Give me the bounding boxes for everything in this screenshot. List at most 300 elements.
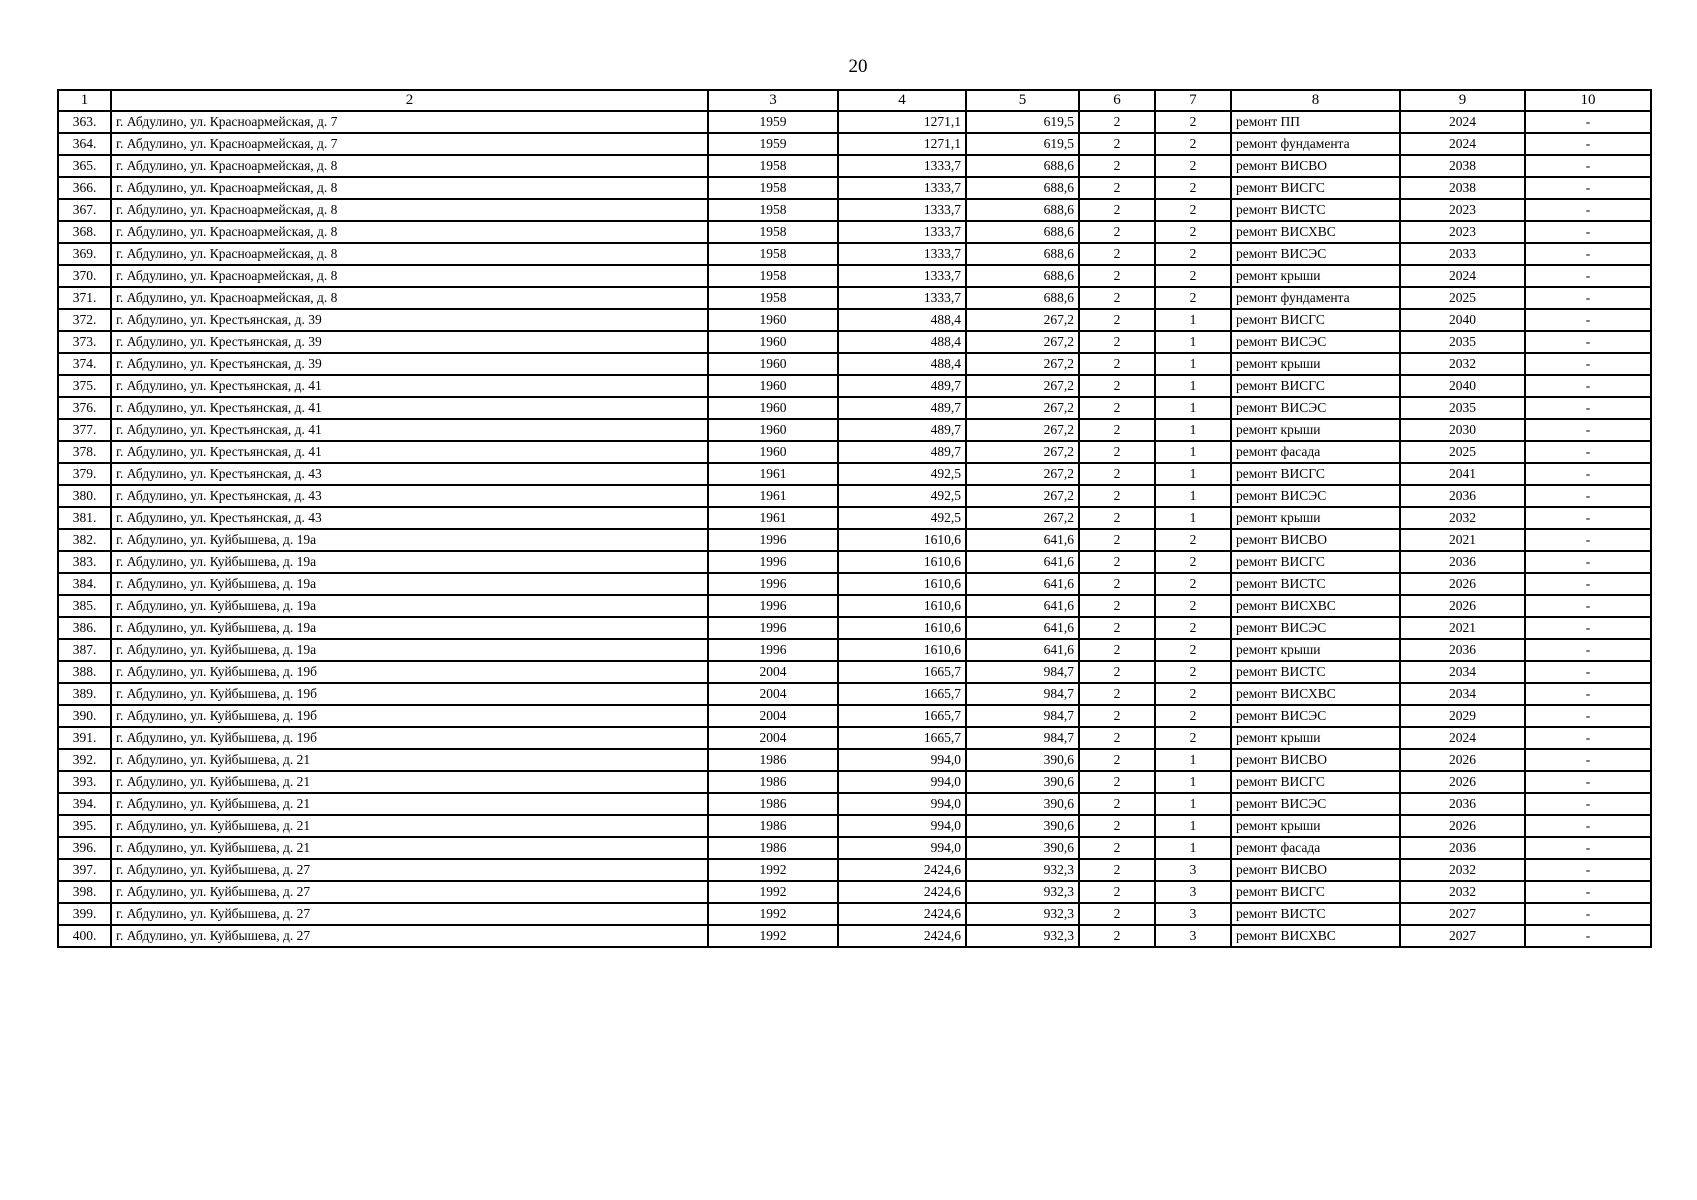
table-cell: 994,0: [838, 815, 966, 837]
table-cell: 390,6: [966, 837, 1079, 859]
table-cell: ремонт ПП: [1231, 111, 1400, 133]
table-cell: 2: [1079, 661, 1155, 683]
table-cell: 1986: [708, 815, 838, 837]
table-cell: г. Абдулино, ул. Крестьянская, д. 41: [111, 375, 708, 397]
table-cell: 688,6: [966, 265, 1079, 287]
table-cell: 2: [1079, 705, 1155, 727]
table-cell: -: [1525, 617, 1651, 639]
table-cell: 2025: [1400, 287, 1525, 309]
table-cell: 2: [1079, 177, 1155, 199]
table-row: [58, 265, 1651, 287]
table-cell: 1665,7: [838, 705, 966, 727]
table-cell: 398.: [58, 881, 111, 903]
table-row: [58, 727, 1651, 749]
table-cell: 373.: [58, 331, 111, 353]
table-row: [58, 639, 1651, 661]
table-cell: 1958: [708, 221, 838, 243]
table-row: [58, 507, 1651, 529]
table-row: [58, 903, 1651, 925]
table-cell: г. Абдулино, ул. Куйбышева, д. 19б: [111, 661, 708, 683]
table-cell: 2: [1079, 749, 1155, 771]
table-cell: 267,2: [966, 441, 1079, 463]
table-cell: 387.: [58, 639, 111, 661]
table-cell: г. Абдулино, ул. Куйбышева, д. 19а: [111, 551, 708, 573]
table-cell: 2: [1079, 551, 1155, 573]
table-cell: ремонт ВИСГС: [1231, 177, 1400, 199]
table-cell: 1960: [708, 353, 838, 375]
table-cell: -: [1525, 155, 1651, 177]
table-cell: 386.: [58, 617, 111, 639]
table-row: [58, 573, 1651, 595]
column-header: 4: [838, 90, 966, 111]
table-row: [58, 617, 1651, 639]
table-row: [58, 375, 1651, 397]
table-row: [58, 419, 1651, 441]
table-cell: ремонт крыши: [1231, 507, 1400, 529]
table-row: [58, 221, 1651, 243]
table-cell: 2: [1079, 265, 1155, 287]
table-cell: 2: [1079, 639, 1155, 661]
table-cell: г. Абдулино, ул. Крестьянская, д. 41: [111, 441, 708, 463]
table-cell: 2036: [1400, 837, 1525, 859]
table-cell: г. Абдулино, ул. Крестьянская, д. 43: [111, 485, 708, 507]
table-cell: -: [1525, 771, 1651, 793]
table-cell: 2: [1155, 573, 1231, 595]
table-cell: 2040: [1400, 309, 1525, 331]
table-cell: 932,3: [966, 859, 1079, 881]
table-row: [58, 749, 1651, 771]
table-cell: 1333,7: [838, 221, 966, 243]
table-cell: 2: [1079, 199, 1155, 221]
table-row: [58, 177, 1651, 199]
table-cell: -: [1525, 551, 1651, 573]
table-cell: 396.: [58, 837, 111, 859]
table-cell: 1958: [708, 177, 838, 199]
column-header: 1: [58, 90, 111, 111]
table-cell: 2: [1155, 529, 1231, 551]
table-cell: 2024: [1400, 727, 1525, 749]
table-cell: 2: [1079, 771, 1155, 793]
table-cell: 367.: [58, 199, 111, 221]
table-cell: 2: [1079, 419, 1155, 441]
table-cell: 2: [1079, 111, 1155, 133]
table-cell: 492,5: [838, 463, 966, 485]
table-cell: ремонт ВИСЭС: [1231, 243, 1400, 265]
table-cell: 2: [1155, 661, 1231, 683]
table-cell: 2: [1079, 221, 1155, 243]
table-cell: 267,2: [966, 353, 1079, 375]
table-cell: 1: [1155, 485, 1231, 507]
table-cell: 2033: [1400, 243, 1525, 265]
table-cell: 1958: [708, 287, 838, 309]
table-cell: 1: [1155, 815, 1231, 837]
table-cell: 369.: [58, 243, 111, 265]
table-body: [58, 111, 1651, 947]
table-cell: г. Абдулино, ул. Куйбышева, д. 27: [111, 925, 708, 947]
table-cell: 267,2: [966, 375, 1079, 397]
table-cell: 390.: [58, 705, 111, 727]
table-cell: 1610,6: [838, 617, 966, 639]
table-cell: 363.: [58, 111, 111, 133]
table-cell: 1996: [708, 617, 838, 639]
table-cell: 368.: [58, 221, 111, 243]
table-cell: г. Абдулино, ул. Куйбышева, д. 21: [111, 837, 708, 859]
table-cell: 2: [1155, 265, 1231, 287]
table-cell: 2: [1155, 617, 1231, 639]
table-cell: 1992: [708, 881, 838, 903]
table-row: [58, 595, 1651, 617]
table-cell: 2: [1155, 221, 1231, 243]
table-row: [58, 925, 1651, 947]
table-cell: 364.: [58, 133, 111, 155]
table-cell: г. Абдулино, ул. Куйбышева, д. 27: [111, 903, 708, 925]
table-cell: 2: [1079, 683, 1155, 705]
table-cell: ремонт крыши: [1231, 419, 1400, 441]
table-cell: 492,5: [838, 507, 966, 529]
table-cell: ремонт фундамента: [1231, 287, 1400, 309]
table-cell: г. Абдулино, ул. Куйбышева, д. 27: [111, 859, 708, 881]
table-cell: 2: [1079, 595, 1155, 617]
table-cell: 488,4: [838, 331, 966, 353]
column-header: 3: [708, 90, 838, 111]
table-cell: 2025: [1400, 441, 1525, 463]
table-cell: -: [1525, 881, 1651, 903]
table-cell: -: [1525, 529, 1651, 551]
table-cell: 1: [1155, 793, 1231, 815]
table-cell: 2036: [1400, 551, 1525, 573]
table-cell: ремонт ВИСЭС: [1231, 485, 1400, 507]
table-cell: 399.: [58, 903, 111, 925]
table-row: [58, 837, 1651, 859]
column-header: 5: [966, 90, 1079, 111]
table-cell: 2: [1155, 705, 1231, 727]
table-cell: 2: [1079, 441, 1155, 463]
table-cell: 1992: [708, 903, 838, 925]
table-row: [58, 661, 1651, 683]
column-header: 7: [1155, 90, 1231, 111]
table-cell: -: [1525, 397, 1651, 419]
column-header: 2: [111, 90, 708, 111]
table-cell: 619,5: [966, 111, 1079, 133]
table-cell: 395.: [58, 815, 111, 837]
table-row: [58, 309, 1651, 331]
table-cell: 994,0: [838, 749, 966, 771]
table-cell: ремонт крыши: [1231, 639, 1400, 661]
table-cell: 1958: [708, 265, 838, 287]
table-cell: 1996: [708, 573, 838, 595]
table-cell: г. Абдулино, ул. Куйбышева, д. 19а: [111, 595, 708, 617]
table-cell: 1996: [708, 639, 838, 661]
table-cell: 2026: [1400, 771, 1525, 793]
table-cell: 383.: [58, 551, 111, 573]
table-cell: -: [1525, 463, 1651, 485]
table-row: [58, 815, 1651, 837]
table-cell: 2029: [1400, 705, 1525, 727]
table-cell: 3: [1155, 903, 1231, 925]
column-header: 8: [1231, 90, 1400, 111]
table-cell: 376.: [58, 397, 111, 419]
table-cell: г. Абдулино, ул. Красноармейская, д. 8: [111, 199, 708, 221]
table-cell: 641,6: [966, 617, 1079, 639]
table-cell: 1: [1155, 375, 1231, 397]
table-cell: 488,4: [838, 309, 966, 331]
table-cell: 984,7: [966, 683, 1079, 705]
table-cell: ремонт ВИСЭС: [1231, 705, 1400, 727]
table-cell: 2: [1155, 727, 1231, 749]
table-cell: 1610,6: [838, 551, 966, 573]
table-cell: 2: [1079, 507, 1155, 529]
table-cell: 1959: [708, 133, 838, 155]
table-cell: 2: [1155, 551, 1231, 573]
table-cell: г. Абдулино, ул. Куйбышева, д. 19а: [111, 617, 708, 639]
table-cell: 1959: [708, 111, 838, 133]
table-cell: 267,2: [966, 507, 1079, 529]
table-cell: г. Абдулино, ул. Куйбышева, д. 21: [111, 815, 708, 837]
table-cell: 400.: [58, 925, 111, 947]
table-cell: 267,2: [966, 331, 1079, 353]
table-cell: 2036: [1400, 639, 1525, 661]
table-cell: -: [1525, 661, 1651, 683]
table-cell: 984,7: [966, 661, 1079, 683]
table-cell: 390,6: [966, 749, 1079, 771]
table-row: [58, 331, 1651, 353]
table-row: [58, 485, 1651, 507]
table-cell: 2036: [1400, 793, 1525, 815]
table-cell: 641,6: [966, 595, 1079, 617]
table-cell: 1960: [708, 397, 838, 419]
table-cell: -: [1525, 221, 1651, 243]
table-cell: ремонт ВИСГС: [1231, 463, 1400, 485]
table-cell: 2424,6: [838, 881, 966, 903]
table-cell: -: [1525, 485, 1651, 507]
table-cell: 2021: [1400, 617, 1525, 639]
table-cell: -: [1525, 639, 1651, 661]
table-cell: -: [1525, 287, 1651, 309]
table-cell: 2: [1155, 111, 1231, 133]
table-cell: 3: [1155, 881, 1231, 903]
table-cell: ремонт ВИСТС: [1231, 199, 1400, 221]
table-cell: 1333,7: [838, 177, 966, 199]
table-cell: 2024: [1400, 265, 1525, 287]
table-cell: г. Абдулино, ул. Куйбышева, д. 19б: [111, 727, 708, 749]
table-cell: 1960: [708, 309, 838, 331]
table-cell: 2040: [1400, 375, 1525, 397]
table-cell: 1986: [708, 837, 838, 859]
table-cell: ремонт крыши: [1231, 265, 1400, 287]
table-cell: -: [1525, 177, 1651, 199]
table-cell: -: [1525, 705, 1651, 727]
table-cell: ремонт крыши: [1231, 815, 1400, 837]
table-cell: 2027: [1400, 925, 1525, 947]
table-cell: г. Абдулино, ул. Крестьянская, д. 39: [111, 331, 708, 353]
table-cell: г. Абдулино, ул. Куйбышева, д. 21: [111, 771, 708, 793]
table-cell: 2004: [708, 683, 838, 705]
table-cell: г. Абдулино, ул. Куйбышева, д. 27: [111, 881, 708, 903]
table-cell: 267,2: [966, 309, 1079, 331]
table-cell: 1960: [708, 331, 838, 353]
table-cell: ремонт ВИСВО: [1231, 529, 1400, 551]
table-row: [58, 133, 1651, 155]
table-cell: -: [1525, 837, 1651, 859]
table-cell: 1992: [708, 925, 838, 947]
table-cell: -: [1525, 507, 1651, 529]
table-row: [58, 155, 1651, 177]
table-cell: 489,7: [838, 419, 966, 441]
table-cell: г. Абдулино, ул. Куйбышева, д. 19б: [111, 683, 708, 705]
table-cell: 1: [1155, 463, 1231, 485]
table-cell: 994,0: [838, 837, 966, 859]
table-cell: 688,6: [966, 177, 1079, 199]
table-cell: -: [1525, 353, 1651, 375]
table-cell: 1333,7: [838, 265, 966, 287]
table-cell: 2: [1155, 133, 1231, 155]
table-cell: 382.: [58, 529, 111, 551]
table-cell: ремонт ВИСГС: [1231, 309, 1400, 331]
table-cell: 2034: [1400, 661, 1525, 683]
table-cell: 390,6: [966, 771, 1079, 793]
table-cell: 2026: [1400, 573, 1525, 595]
table-cell: 2: [1079, 881, 1155, 903]
table-cell: 1: [1155, 771, 1231, 793]
column-header: 10: [1525, 90, 1651, 111]
table-cell: 397.: [58, 859, 111, 881]
table-cell: -: [1525, 903, 1651, 925]
table-cell: ремонт ВИСЭС: [1231, 397, 1400, 419]
table-cell: 1958: [708, 155, 838, 177]
table-cell: 1610,6: [838, 529, 966, 551]
table-cell: 2: [1079, 397, 1155, 419]
table-cell: 378.: [58, 441, 111, 463]
table-cell: 2023: [1400, 199, 1525, 221]
table-cell: 2: [1155, 595, 1231, 617]
table-cell: 2026: [1400, 749, 1525, 771]
table-cell: 2: [1155, 199, 1231, 221]
table-cell: 390,6: [966, 793, 1079, 815]
table-cell: 1271,1: [838, 111, 966, 133]
table-row: [58, 353, 1651, 375]
table-cell: 1: [1155, 309, 1231, 331]
table-cell: 688,6: [966, 155, 1079, 177]
table-cell: 390,6: [966, 815, 1079, 837]
table-cell: 1333,7: [838, 243, 966, 265]
table-cell: 1996: [708, 529, 838, 551]
table-cell: г. Абдулино, ул. Красноармейская, д. 8: [111, 243, 708, 265]
table-cell: 384.: [58, 573, 111, 595]
table-cell: ремонт ВИСГС: [1231, 881, 1400, 903]
table-cell: 385.: [58, 595, 111, 617]
table-cell: 2036: [1400, 485, 1525, 507]
table-cell: ремонт ВИСВО: [1231, 859, 1400, 881]
table-cell: 1996: [708, 551, 838, 573]
table-cell: 2: [1155, 177, 1231, 199]
table-cell: 1: [1155, 353, 1231, 375]
table-cell: 2041: [1400, 463, 1525, 485]
table-cell: -: [1525, 683, 1651, 705]
table-cell: г. Абдулино, ул. Красноармейская, д. 7: [111, 111, 708, 133]
table-cell: 2: [1079, 903, 1155, 925]
table-cell: -: [1525, 727, 1651, 749]
table-row: [58, 881, 1651, 903]
table-cell: 932,3: [966, 881, 1079, 903]
table-cell: -: [1525, 375, 1651, 397]
table-cell: 1665,7: [838, 683, 966, 705]
table-cell: 377.: [58, 419, 111, 441]
table-row: [58, 287, 1651, 309]
table-cell: 2: [1079, 573, 1155, 595]
table-cell: 1610,6: [838, 573, 966, 595]
table-cell: 1610,6: [838, 595, 966, 617]
table-cell: 932,3: [966, 903, 1079, 925]
table-cell: ремонт ВИСВО: [1231, 749, 1400, 771]
table-cell: 1610,6: [838, 639, 966, 661]
table-cell: 2035: [1400, 397, 1525, 419]
table-cell: 1: [1155, 507, 1231, 529]
table-cell: -: [1525, 925, 1651, 947]
table-cell: г. Абдулино, ул. Куйбышева, д. 19б: [111, 705, 708, 727]
table-cell: 2024: [1400, 133, 1525, 155]
table-cell: 1960: [708, 441, 838, 463]
table-row: [58, 793, 1651, 815]
table-cell: 1: [1155, 331, 1231, 353]
table-cell: ремонт крыши: [1231, 727, 1400, 749]
table-cell: -: [1525, 111, 1651, 133]
table-cell: -: [1525, 419, 1651, 441]
table-cell: г. Абдулино, ул. Крестьянская, д. 41: [111, 419, 708, 441]
table-cell: 2038: [1400, 177, 1525, 199]
table-cell: 2: [1079, 243, 1155, 265]
table-cell: 1986: [708, 749, 838, 771]
table-cell: 2: [1079, 837, 1155, 859]
table-cell: 2: [1079, 309, 1155, 331]
table-cell: 2: [1079, 617, 1155, 639]
table-cell: 1: [1155, 397, 1231, 419]
table-row: [58, 111, 1651, 133]
table-cell: 267,2: [966, 397, 1079, 419]
table-cell: 489,7: [838, 441, 966, 463]
table-cell: 2: [1079, 815, 1155, 837]
table-row: [58, 551, 1651, 573]
table-cell: 366.: [58, 177, 111, 199]
table-cell: ремонт ВИСЭС: [1231, 617, 1400, 639]
table-cell: 2035: [1400, 331, 1525, 353]
table-cell: ремонт ВИСЭС: [1231, 331, 1400, 353]
table-cell: 2021: [1400, 529, 1525, 551]
column-header: 9: [1400, 90, 1525, 111]
table-cell: 641,6: [966, 639, 1079, 661]
table-cell: -: [1525, 243, 1651, 265]
table-cell: 267,2: [966, 463, 1079, 485]
table-cell: -: [1525, 573, 1651, 595]
table-cell: 688,6: [966, 287, 1079, 309]
table-cell: г. Абдулино, ул. Куйбышева, д. 19а: [111, 639, 708, 661]
table-cell: ремонт ВИСХВС: [1231, 925, 1400, 947]
table-cell: 1960: [708, 375, 838, 397]
table-row: [58, 243, 1651, 265]
table-cell: г. Абдулино, ул. Крестьянская, д. 41: [111, 397, 708, 419]
table-cell: 1961: [708, 485, 838, 507]
table-cell: -: [1525, 309, 1651, 331]
table-cell: 2: [1079, 133, 1155, 155]
table-cell: 1958: [708, 199, 838, 221]
table-cell: 2024: [1400, 111, 1525, 133]
table-row: [58, 771, 1651, 793]
table-cell: 2004: [708, 661, 838, 683]
table-cell: ремонт ВИСЭС: [1231, 793, 1400, 815]
table-cell: 2027: [1400, 903, 1525, 925]
table-cell: 688,6: [966, 243, 1079, 265]
table-cell: ремонт крыши: [1231, 353, 1400, 375]
table-cell: 389.: [58, 683, 111, 705]
